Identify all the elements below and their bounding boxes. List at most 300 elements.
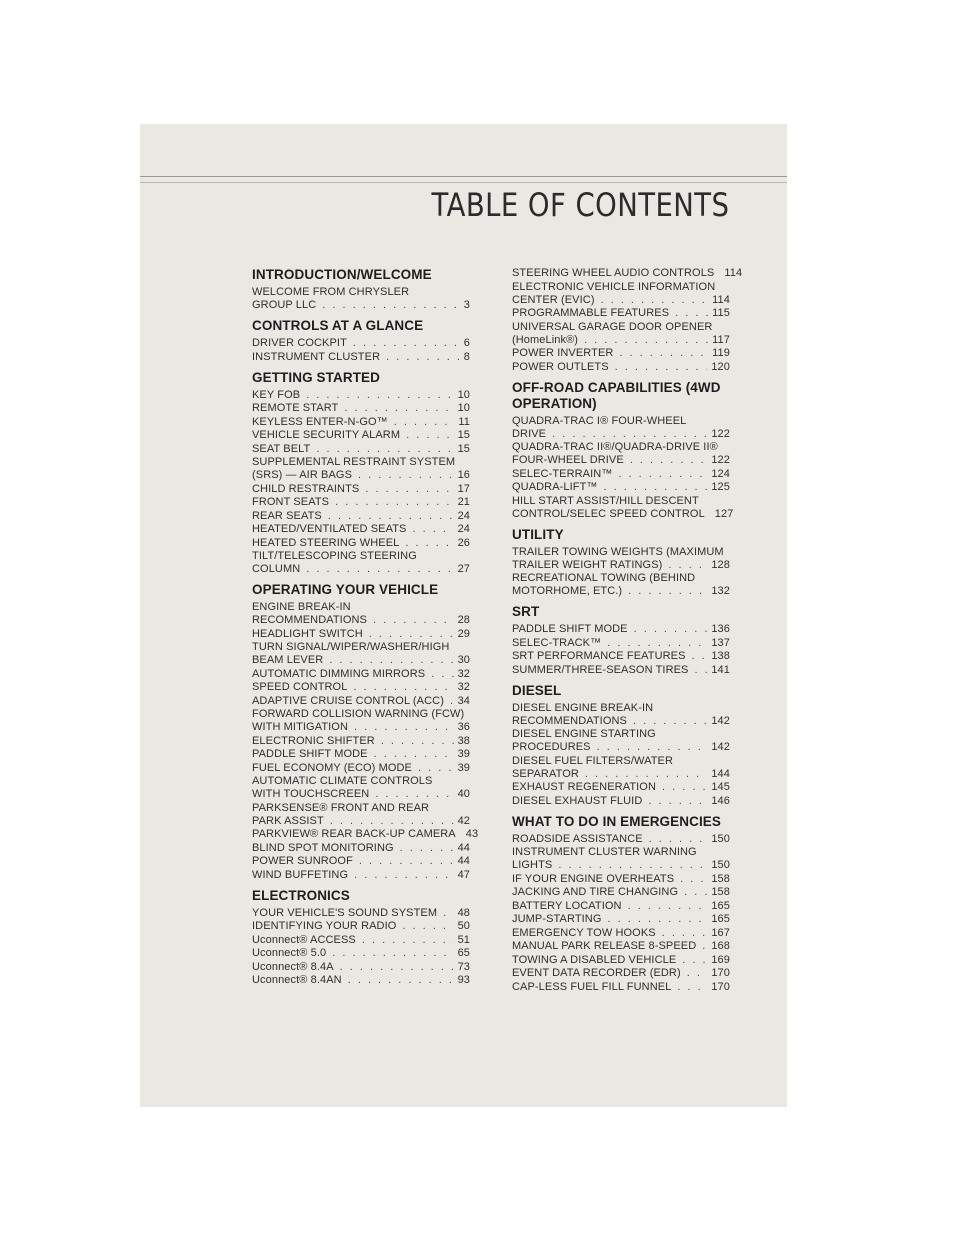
toc-entry[interactable] [512,321,730,347]
toc-entry[interactable] [512,281,730,307]
toc-entry[interactable] [252,456,470,482]
entry-title-line: TRAILER TOWING WEIGHTS (MAXIMUM [512,545,724,558]
dot-leader [662,927,708,940]
entry-title-line: INSTRUMENT CLUSTER [252,350,381,363]
dot-leader [619,347,708,360]
toc-section [512,604,730,677]
entry-title-line: CHILD RESTRAINTS [252,482,360,495]
entry-final-line [512,294,730,307]
section-heading: UTILITY [512,526,564,542]
dot-leader [431,668,453,681]
entry-final-line [512,873,730,886]
entry-title-line: PADDLE SHIFT MODE [512,623,628,635]
entry-title-line: WIND BUFFETING [252,868,349,881]
dot-leader [400,842,454,855]
page-number: 36 [457,721,470,733]
dot-leader [365,483,453,496]
dot-leader [328,510,454,523]
toc-entry[interactable] [252,681,470,694]
toc-section [512,267,743,374]
page-number: 168 [711,940,730,952]
dot-leader [386,351,460,364]
entry-final-line [252,907,470,920]
dot-leader [684,886,707,899]
page-title: TABLE OF CONTENTS [431,186,729,224]
toc-entry[interactable] [512,637,730,650]
toc-column-left [252,267,479,988]
entry-title-line: HILL START ASSIST/HILL DESCENT [512,494,699,507]
entry-final-line [512,481,730,494]
toc-entry[interactable] [252,483,470,496]
entry-final-line [252,299,470,312]
toc-entry[interactable] [512,981,730,994]
section-heading: OPERATING YOUR VEHICLE [252,582,439,597]
toc-entry[interactable] [252,735,470,748]
entry-final-line [512,900,730,913]
page-number: 73 [457,960,470,973]
entry-title-line: (SRS) — AIR BAGS [252,469,353,481]
toc-entry[interactable] [512,494,734,521]
entry-title-line: DIESEL EXHAUST FLUID [512,794,643,807]
page-number: 50 [457,920,470,932]
page-number: 10 [457,402,470,414]
toc-section [252,318,470,364]
page-number: 27 [457,563,470,575]
toc-entry[interactable] [252,855,470,868]
entry-title-line: PARK ASSIST [252,814,324,827]
entry-final-line [252,947,470,960]
toc-entry[interactable] [512,361,730,374]
page-number: 142 [711,741,730,753]
dot-leader [450,695,454,708]
dot-leader [344,402,453,415]
dot-leader [316,443,453,456]
dot-leader [662,781,707,794]
toc-entry[interactable] [252,429,470,442]
entry-title-line: HEADLIGHT SWITCH [252,627,363,640]
dot-leader [608,913,708,926]
entry-final-line [512,886,730,899]
dot-leader [607,637,707,650]
entry-final-line [252,496,470,509]
entry-final-line [252,337,470,350]
entry-title-line: IF YOUR ENGINE OVERHEATS [512,872,675,885]
dot-leader [306,389,453,402]
entry-title-line: EXHAUST REGENERATION [512,781,657,793]
toc-section [252,582,479,882]
toc-entry[interactable] [252,708,470,734]
entry-title-line: LIGHTS [512,859,553,871]
page-number: 28 [457,614,470,626]
section-heading: WHAT TO DO IN EMERGENCIES [512,813,722,829]
toc-entry[interactable] [252,869,470,882]
toc-entry[interactable] [512,795,730,808]
section-heading: INTRODUCTION/WELCOME [252,267,432,282]
entry-title-line: KEY FOB [252,388,301,401]
toc-entry[interactable] [512,623,730,636]
entry-final-line [512,715,730,728]
dot-leader [618,468,707,481]
toc-entry[interactable] [512,846,730,872]
entry-title-line: JUMP-STARTING [512,913,602,925]
toc-entry[interactable] [252,775,470,801]
toc-entry[interactable] [252,286,470,312]
page-number: 146 [711,794,730,807]
toc-entry[interactable] [512,702,730,728]
entry-title-line: Uconnect® 5.0 [252,947,327,959]
dot-leader [604,481,708,494]
entry-title-line: POWER INVERTER [512,347,614,359]
section-heading: SRT [512,604,540,619]
toc-entry[interactable] [512,833,730,846]
toc-entry[interactable] [252,337,470,350]
entry-title-line: CONTROL/SELEC SPEED CONTROL [512,507,705,520]
toc-entry[interactable] [512,967,730,980]
entry-final-line [252,788,470,801]
toc-entry[interactable] [512,307,730,320]
page-number: 125 [711,481,730,493]
page-number: 26 [457,536,470,549]
entry-final-line [252,537,470,550]
page-number: 51 [457,933,470,946]
dot-leader [375,788,453,801]
entry-final-line [252,681,470,694]
entry-title-line: TOWING A DISABLED VEHICLE [512,953,677,966]
dot-leader [413,523,454,536]
toc-entry[interactable] [252,496,470,509]
toc-entry[interactable] [252,961,470,974]
entry-title-line: CAP-LESS FUEL FILL FUNNEL [512,980,672,993]
entry-title-line: JACKING AND TIRE CHANGING [512,886,679,898]
entry-final-line [512,507,734,521]
entry-final-line [512,650,730,663]
toc-entry[interactable] [252,842,470,855]
dot-leader [306,563,453,576]
page-number: 137 [711,636,730,649]
entry-title-line: POWER OUTLETS [512,360,609,373]
page-number: 24 [457,509,470,522]
dot-leader [354,721,454,734]
dot-leader [418,762,454,775]
entry-title-line: STEERING WHEEL AUDIO CONTROLS [512,267,715,279]
entry-final-line [512,454,730,467]
entry-title-line: RECOMMENDATIONS [512,714,627,727]
toc-entry[interactable] [512,913,730,926]
dot-leader [630,454,708,467]
entry-title-line: SEAT BELT [252,442,311,455]
toc-entry[interactable] [252,828,479,841]
toc-entry[interactable] [252,695,470,708]
dot-leader [348,974,454,987]
dot-leader [628,900,708,913]
toc-entry[interactable] [512,347,730,360]
entry-final-line [512,267,743,280]
dot-leader [584,334,708,347]
entry-final-line [252,469,470,482]
page-number: 8 [463,350,470,363]
entry-final-line [512,559,730,572]
entry-final-line [252,974,470,987]
dot-leader [695,664,708,677]
entry-title-line: PROGRAMMABLE FEATURES [512,307,670,319]
dot-leader [332,947,453,960]
toc-entry[interactable] [252,523,470,536]
toc-entry[interactable] [512,886,730,899]
entry-title-line: RECREATIONAL TOWING (BEHIND [512,572,696,584]
document-page [140,124,787,1107]
entry-title-line: REAR SEATS [252,509,322,522]
page-number: 119 [712,347,730,359]
toc-entry[interactable] [512,481,730,494]
entry-title-line: CENTER (EVIC) [512,293,595,306]
entry-final-line [252,389,470,402]
page-number: 93 [457,974,470,986]
page-number: 47 [457,868,470,881]
entry-title-line: FUEL ECONOMY (ECO) MODE [252,761,412,774]
entry-title-line: ROADSIDE ASSISTANCE [512,832,643,845]
toc-entry[interactable] [512,572,730,598]
section-heading: ELECTRONICS [252,887,350,903]
dot-leader [369,628,454,641]
toc-entry[interactable] [512,940,730,953]
entry-final-line [252,842,470,855]
dot-leader [374,748,454,761]
page-number: 65 [457,947,470,959]
page-number: 38 [457,734,470,747]
page-number: 39 [457,761,470,774]
entry-title-line: EMERGENCY TOW HOOKS [512,926,656,939]
entry-title-line: ENGINE BREAK-IN [252,601,351,613]
page-number: 124 [711,467,730,480]
entry-final-line [252,668,470,681]
page-number: 127 [714,507,734,520]
entry-final-line [252,510,470,523]
page-number: 43 [465,828,479,840]
page-number: 10 [457,388,470,401]
toc-entry[interactable] [252,947,470,960]
toc-column-right [512,267,743,994]
page-number: 24 [457,523,470,535]
toc-entry[interactable] [252,802,470,828]
dot-leader [585,768,707,781]
page-number: 34 [457,694,470,707]
entry-title-line: BLIND SPOT MONITORING [252,841,394,854]
entry-title-line: KEYLESS ENTER-N-GO™ [252,415,388,428]
entry-title-line: RECOMMENDATIONS [252,614,367,626]
entry-final-line [252,815,470,828]
dot-leader [615,361,708,374]
dot-leader [335,496,453,509]
dot-leader [649,833,708,846]
dot-leader [552,428,707,441]
entry-title-line: SRT PERFORMANCE FEATURES [512,650,686,662]
page-number: 44 [457,841,470,854]
toc-entry[interactable] [252,934,470,947]
entry-final-line [512,428,730,441]
entry-title-line: UNIVERSAL GARAGE DOOR OPENER [512,320,713,333]
page-number: 158 [711,872,730,885]
dot-leader [677,981,707,994]
page-number: 6 [463,337,470,349]
page-number: 150 [711,859,730,871]
toc-entry[interactable] [512,546,730,572]
entry-final-line [512,468,730,481]
toc-entry[interactable] [252,974,470,987]
page-number: 32 [457,667,470,680]
entry-title-line: DRIVE [512,427,547,440]
dot-leader [558,859,707,872]
entry-final-line [512,664,730,677]
page-number: 42 [457,814,470,827]
dot-leader [680,873,707,886]
entry-title-line: SELEC-TRACK™ [512,636,602,649]
entry-final-line [252,523,470,536]
entry-title-line: YOUR VEHICLE'S SOUND SYSTEM [252,906,438,919]
entry-title-line: MANUAL PARK RELEASE 8-SPEED [512,940,697,952]
toc-section [252,888,470,988]
entry-title-line: DRIVER COCKPIT [252,337,347,349]
toc-entry[interactable] [252,550,470,576]
toc-entry[interactable] [252,389,470,402]
page-number: 167 [711,926,730,939]
entry-title-line: INSTRUMENT CLUSTER WARNING [512,846,697,858]
dot-leader [633,715,707,728]
entry-final-line [252,563,470,576]
entry-final-line [252,762,470,775]
toc-entry[interactable] [512,873,730,886]
toc-entry[interactable] [512,415,730,441]
page-number: 114 [712,293,730,306]
entry-title-line: ELECTRONIC VEHICLE INFORMATION [512,280,716,293]
toc-entry[interactable] [252,601,470,627]
toc-entry[interactable] [512,755,730,781]
dot-leader [648,795,707,808]
toc-entry[interactable] [512,900,730,913]
page-number: 115 [712,307,730,319]
entry-title-line: TURN SIGNAL/WIPER/WASHER/HIGH [252,641,450,653]
toc-entry[interactable] [512,927,730,940]
entry-title-line: WELCOME FROM CHRYSLER [252,286,410,298]
dot-leader [402,920,453,933]
toc-entry[interactable] [512,954,730,967]
dot-leader [381,735,454,748]
entry-title-line: FOUR-WHEEL DRIVE [512,454,624,466]
toc-entry[interactable] [252,762,470,775]
entry-title-line: SEPARATOR [512,767,579,780]
entry-final-line [252,351,470,364]
entry-title-line: SELEC-TERRAIN™ [512,467,613,480]
entry-final-line [252,748,470,761]
page-number: 128 [711,558,730,571]
toc-entry[interactable] [252,443,470,456]
entry-title-line: MOTORHOME, ETC.) [512,585,623,597]
entry-final-line [512,307,730,320]
page-number: 132 [711,585,730,597]
toc-entry[interactable] [252,907,470,920]
section-heading: CONTROLS AT A GLANCE [252,318,424,333]
entry-final-line [252,735,470,748]
entry-title-line: Uconnect® 8.4A [252,960,334,973]
entry-title-line: QUADRA-TRAC II®/QUADRA-DRIVE II® [512,441,718,453]
dot-leader [340,961,454,974]
entry-title-line: FORWARD COLLISION WARNING (FCW) [252,708,465,720]
toc-entry[interactable] [512,728,730,754]
entry-final-line [252,483,470,496]
toc-entry[interactable] [512,468,730,481]
toc-section [512,814,730,994]
toc-entry[interactable] [252,641,470,667]
page-number: 122 [711,427,730,440]
entry-final-line [252,721,470,734]
page-number: 138 [711,650,730,662]
toc-entry[interactable] [252,668,470,681]
page-number: 145 [711,781,730,793]
entry-final-line [252,695,470,708]
toc-entry[interactable] [252,402,470,415]
entry-title-line: IDENTIFYING YOUR RADIO [252,920,397,932]
dot-leader [682,954,707,967]
toc-entry[interactable] [252,510,470,523]
entry-final-line [252,828,479,841]
toc-entry[interactable] [252,920,470,933]
page-number: 48 [457,906,470,919]
entry-final-line [512,585,730,598]
toc-entry[interactable] [512,267,743,280]
dot-leader [329,654,453,667]
toc-entry[interactable] [512,781,730,794]
page-number: 3 [463,299,470,311]
dot-leader [405,537,453,550]
toc-entry[interactable] [252,628,470,641]
entry-final-line [512,795,730,808]
entry-final-line [512,967,730,980]
entry-title-line: VEHICLE SECURITY ALARM [252,429,401,441]
toc-entry[interactable] [512,664,730,677]
entry-title-line: REMOTE START [252,402,339,414]
page-number: 39 [457,748,470,760]
page-number: 15 [457,429,470,441]
entry-final-line [252,961,470,974]
entry-title-line: SUPPLEMENTAL RESTRAINT SYSTEM [252,456,456,468]
entry-title-line: BATTERY LOCATION [512,899,622,912]
toc-entry[interactable] [252,351,470,364]
entry-final-line [512,334,730,347]
page-number: 165 [711,913,730,925]
entry-title-line: TRAILER WEIGHT RATINGS) [512,558,663,571]
entry-title-line: DIESEL ENGINE STARTING [512,728,656,740]
dot-leader [668,559,707,572]
entry-final-line [512,741,730,754]
entry-title-line: PADDLE SHIFT MODE [252,748,368,760]
entry-title-line: PARKSENSE® FRONT AND REAR [252,801,430,814]
entry-title-line: (HomeLink®) [512,333,579,346]
entry-final-line [512,833,730,846]
entry-final-line [252,920,470,933]
page-number: 29 [457,627,470,640]
page-number: 11 [458,415,470,428]
toc-entry[interactable] [512,650,730,663]
section-heading: DIESEL [512,682,562,698]
toc-entry[interactable] [252,416,470,429]
entry-title-line: WITH MITIGATION [252,721,349,733]
dot-leader [406,429,453,442]
toc-entry[interactable] [252,748,470,761]
entry-title-line: SPEED CONTROL [252,681,348,693]
dot-leader [373,614,454,627]
toc-entry[interactable] [512,441,730,467]
toc-entry[interactable] [252,537,470,550]
entry-title-line: WITH TOUCHSCREEN [252,788,370,800]
